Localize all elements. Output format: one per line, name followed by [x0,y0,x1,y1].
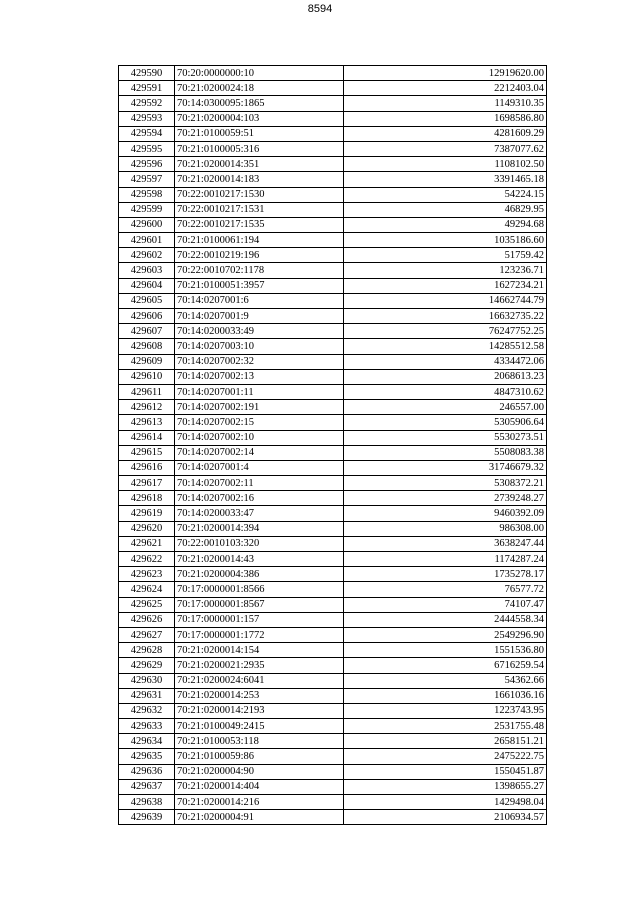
value-cell: 2444558.34 [344,612,547,627]
row-number-cell: 429617 [119,476,175,491]
cadastral-number-cell: 70:14:0207003:10 [175,339,344,354]
table-row [119,293,547,308]
table-row [119,491,547,506]
row-number-cell: 429604 [119,278,175,293]
value-cell: 51759.42 [344,248,547,263]
row-number-cell: 429621 [119,536,175,551]
value-cell: 2658151.21 [344,734,547,749]
table-row [119,354,547,369]
row-number-cell: 429594 [119,126,175,141]
row-number-cell: 429626 [119,612,175,627]
value-cell: 12919620.00 [344,66,547,81]
cadastral-number-cell: 70:20:0000000:10 [175,66,344,81]
cadastral-number-cell: 70:22:0010702:1178 [175,263,344,278]
table-row [119,248,547,263]
row-number-cell: 429601 [119,233,175,248]
value-cell: 1698586.80 [344,111,547,126]
cadastral-number-cell: 70:21:0100005:316 [175,141,344,156]
cadastral-number-cell: 70:17:0000001:8567 [175,597,344,612]
value-cell: 1223743.95 [344,703,547,718]
cadastral-number-cell: 70:21:0200004:103 [175,111,344,126]
row-number-cell: 429596 [119,157,175,172]
cadastral-number-cell: 70:21:0200004:386 [175,567,344,582]
cadastral-number-cell: 70:22:0010217:1530 [175,187,344,202]
row-number-cell: 429634 [119,734,175,749]
table-row [119,734,547,749]
table-row [119,597,547,612]
table-row [119,415,547,430]
value-cell: 3638247.44 [344,536,547,551]
cadastral-number-cell: 70:17:0000001:8566 [175,582,344,597]
row-number-cell: 429605 [119,293,175,308]
cadastral-number-cell: 70:21:0200014:43 [175,552,344,567]
table-row [119,673,547,688]
cadastral-number-cell: 70:21:0100051:3957 [175,278,344,293]
value-cell: 1551536.80 [344,643,547,658]
value-cell: 74107.47 [344,597,547,612]
table-row [119,552,547,567]
row-number-cell: 429613 [119,415,175,430]
table-row [119,567,547,582]
value-cell: 1661036.16 [344,688,547,703]
row-number-cell: 429616 [119,460,175,475]
row-number-cell: 429608 [119,339,175,354]
table-row [119,688,547,703]
cadastral-number-cell: 70:21:0100059:86 [175,749,344,764]
value-cell: 5530273.51 [344,430,547,445]
table-row [119,400,547,415]
cadastral-number-cell: 70:14:0207002:13 [175,369,344,384]
cadastral-number-cell: 70:17:0000001:1772 [175,627,344,642]
value-cell: 14285512.58 [344,339,547,354]
value-cell: 986308.00 [344,521,547,536]
cadastral-number-cell: 70:14:0207001:4 [175,460,344,475]
value-cell: 76577.72 [344,582,547,597]
value-cell: 123236.71 [344,263,547,278]
value-cell: 54224.15 [344,187,547,202]
row-number-cell: 429610 [119,369,175,384]
cadastral-number-cell: 70:14:0207002:191 [175,400,344,415]
table-row [119,430,547,445]
value-cell: 1398655.27 [344,779,547,794]
row-number-cell: 429629 [119,658,175,673]
cadastral-number-cell: 70:21:0100053:118 [175,734,344,749]
value-cell: 2106934.57 [344,810,547,825]
cadastral-number-cell: 70:22:0010217:1531 [175,202,344,217]
value-cell: 3391465.18 [344,172,547,187]
row-number-cell: 429630 [119,673,175,688]
row-number-cell: 429631 [119,688,175,703]
value-cell: 1035186.60 [344,233,547,248]
row-number-cell: 429620 [119,521,175,536]
cadastral-number-cell: 70:14:0207001:6 [175,293,344,308]
cadastral-number-cell: 70:14:0207002:10 [175,430,344,445]
value-cell: 2531755.48 [344,719,547,734]
table-row [119,96,547,111]
table-row [119,764,547,779]
table-row [119,339,547,354]
table-row [119,157,547,172]
cadastral-number-cell: 70:21:0100061:194 [175,233,344,248]
row-number-cell: 429612 [119,400,175,415]
row-number-cell: 429593 [119,111,175,126]
table-row [119,263,547,278]
value-cell: 5305906.64 [344,415,547,430]
value-cell: 2739248.27 [344,491,547,506]
row-number-cell: 429633 [119,719,175,734]
cadastral-number-cell: 70:21:0200014:154 [175,643,344,658]
registry-table [118,65,547,825]
row-number-cell: 429603 [119,263,175,278]
row-number-cell: 429619 [119,506,175,521]
row-number-cell: 429623 [119,567,175,582]
cadastral-number-cell: 70:14:0207002:16 [175,491,344,506]
table-row [119,582,547,597]
table-row [119,658,547,673]
table-row [119,536,547,551]
cadastral-number-cell: 70:21:0200004:90 [175,764,344,779]
cadastral-number-cell: 70:21:0200014:2193 [175,703,344,718]
cadastral-number-cell: 70:22:0010217:1535 [175,217,344,232]
row-number-cell: 429628 [119,643,175,658]
table-row [119,187,547,202]
table-row [119,476,547,491]
table-row [119,81,547,96]
table-row [119,749,547,764]
row-number-cell: 429636 [119,764,175,779]
table-row [119,719,547,734]
table-row [119,703,547,718]
value-cell: 1429498.04 [344,795,547,810]
row-number-cell: 429627 [119,627,175,642]
cadastral-number-cell: 70:14:0207002:14 [175,445,344,460]
row-number-cell: 429611 [119,384,175,399]
row-number-cell: 429614 [119,430,175,445]
table-row [119,384,547,399]
row-number-cell: 429602 [119,248,175,263]
cadastral-number-cell: 70:21:0200024:6041 [175,673,344,688]
cadastral-number-cell: 70:21:0200014:351 [175,157,344,172]
cadastral-number-cell: 70:21:0100049:2415 [175,719,344,734]
value-cell: 1627234.21 [344,278,547,293]
cadastral-number-cell: 70:21:0200014:404 [175,779,344,794]
row-number-cell: 429600 [119,217,175,232]
row-number-cell: 429609 [119,354,175,369]
row-number-cell: 429598 [119,187,175,202]
cadastral-number-cell: 70:21:0200014:394 [175,521,344,536]
row-number-cell: 429595 [119,141,175,156]
table-body [119,66,547,825]
row-number-cell: 429618 [119,491,175,506]
value-cell: 6716259.54 [344,658,547,673]
value-cell: 4334472.06 [344,354,547,369]
value-cell: 31746679.32 [344,460,547,475]
value-cell: 4847310.62 [344,384,547,399]
cadastral-number-cell: 70:21:0200024:18 [175,81,344,96]
table-row [119,369,547,384]
cadastral-number-cell: 70:21:0200021:2935 [175,658,344,673]
value-cell: 4281609.29 [344,126,547,141]
table-row [119,202,547,217]
cadastral-number-cell: 70:14:0207002:32 [175,354,344,369]
value-cell: 1735278.17 [344,567,547,582]
table-row [119,172,547,187]
row-number-cell: 429637 [119,779,175,794]
cadastral-number-cell: 70:21:0100059:51 [175,126,344,141]
cadastral-number-cell: 70:14:0207001:9 [175,309,344,324]
table-row [119,66,547,81]
value-cell: 46829.95 [344,202,547,217]
table-row [119,460,547,475]
cadastral-number-cell: 70:21:0200014:183 [175,172,344,187]
cadastral-number-cell: 70:17:0000001:157 [175,612,344,627]
row-number-cell: 429592 [119,96,175,111]
cadastral-number-cell: 70:22:0010103:320 [175,536,344,551]
cadastral-number-cell: 70:14:0300095:1865 [175,96,344,111]
value-cell: 76247752.25 [344,324,547,339]
cadastral-number-cell: 70:14:0207001:11 [175,384,344,399]
row-number-cell: 429597 [119,172,175,187]
table-row [119,795,547,810]
value-cell: 49294.68 [344,217,547,232]
table-row [119,324,547,339]
value-cell: 246557.00 [344,400,547,415]
row-number-cell: 429615 [119,445,175,460]
value-cell: 7387077.62 [344,141,547,156]
table-row [119,309,547,324]
table-row [119,445,547,460]
value-cell: 2475222.75 [344,749,547,764]
cadastral-number-cell: 70:21:0200014:216 [175,795,344,810]
row-number-cell: 429625 [119,597,175,612]
table-row [119,643,547,658]
table-row [119,111,547,126]
row-number-cell: 429622 [119,552,175,567]
page-number: 8594 [307,3,333,15]
row-number-cell: 429599 [119,202,175,217]
value-cell: 9460392.09 [344,506,547,521]
value-cell: 16632735.22 [344,309,547,324]
value-cell: 1174287.24 [344,552,547,567]
value-cell: 14662744.79 [344,293,547,308]
row-number-cell: 429606 [119,309,175,324]
cadastral-number-cell: 70:22:0010219:196 [175,248,344,263]
row-number-cell: 429632 [119,703,175,718]
row-number-cell: 429591 [119,81,175,96]
value-cell: 54362.66 [344,673,547,688]
row-number-cell: 429590 [119,66,175,81]
cadastral-number-cell: 70:14:0200033:47 [175,506,344,521]
value-cell: 1550451.87 [344,764,547,779]
cadastral-number-cell: 70:21:0200014:253 [175,688,344,703]
value-cell: 1149310.35 [344,96,547,111]
cadastral-number-cell: 70:14:0200033:49 [175,324,344,339]
table-row [119,126,547,141]
cadastral-number-cell: 70:14:0207002:11 [175,476,344,491]
table-row [119,141,547,156]
table-row [119,612,547,627]
table-row [119,779,547,794]
value-cell: 2212403.04 [344,81,547,96]
cadastral-number-cell: 70:21:0200004:91 [175,810,344,825]
table-row [119,810,547,825]
cadastral-number-cell: 70:14:0207002:15 [175,415,344,430]
table-row [119,506,547,521]
value-cell: 1108102.50 [344,157,547,172]
value-cell: 5308372.21 [344,476,547,491]
row-number-cell: 429624 [119,582,175,597]
table-row [119,521,547,536]
row-number-cell: 429607 [119,324,175,339]
table-row [119,233,547,248]
table-row [119,627,547,642]
value-cell: 5508083.38 [344,445,547,460]
row-number-cell: 429638 [119,795,175,810]
table-row [119,217,547,232]
value-cell: 2549296.90 [344,627,547,642]
row-number-cell: 429635 [119,749,175,764]
value-cell: 2068613.23 [344,369,547,384]
table-row [119,278,547,293]
row-number-cell: 429639 [119,810,175,825]
